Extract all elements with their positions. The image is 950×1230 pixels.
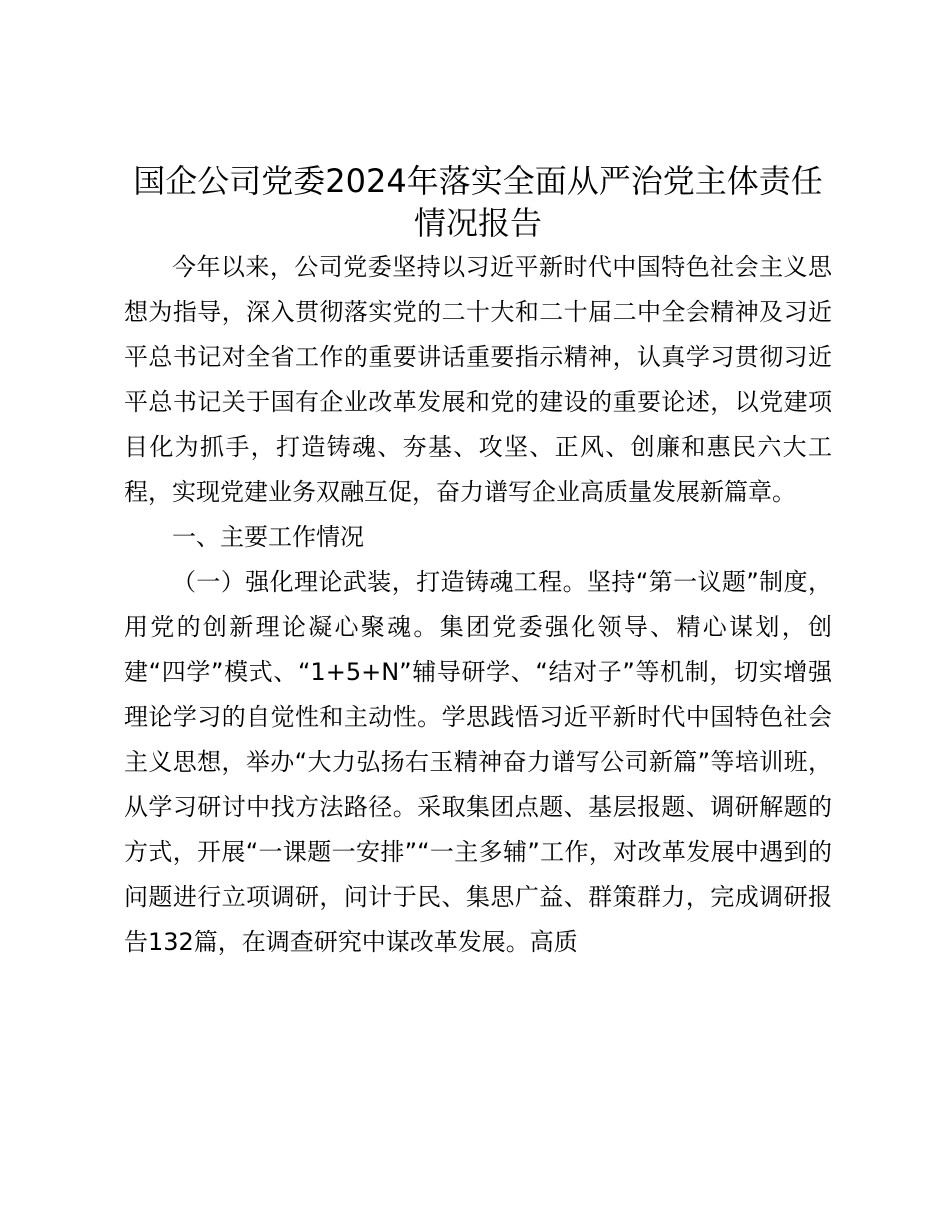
document-page xyxy=(124,160,832,965)
section-paragraph: （一）强化理论武装，打造铸魂工程。坚持“第一议题”制度，用党的创新理论凝心聚魂。集团党委强化领导、精心谋划，创建“四学”模式、“1+5+N”辅导研学、“结对子”等机制，切实增强理论学习的自觉性和主动性。学思践悟习近平新时代中国特色社会主义思想，举办“大力弘扬右玉精神奋力谱写公司新篇”等培训班，从学习研讨中找方法路径。采取集团点题、基层报题、调研解题的方式，开展“一课题一安排”“一主多辅”工作，对改革发展中遇到的问题进行立项调研，问计于民、集思广益、群策群力，完成调研报告132篇，在调查研究中谋改革发展。高质 xyxy=(124,568,832,956)
intro-paragraph: 今年以来，公司党委坚持以习近平新时代中国特色社会主义思想为指导，深入贯彻落实党的二十大和二十届二中全会精神及习近平总书记对全省工作的重要讲话重要指示精神，认真学习贯彻习近平总书记关于国有企业改革发展和党的建设的重要论述，以党建项目化为抓手，打造铸魂、夯基、攻坚、正风、创廉和惠民六大工程，实现党建业务双融互促，奋力谱写企业高质量发展新篇章。 xyxy=(124,253,832,506)
document-body xyxy=(124,245,832,965)
document-title: 国企公司党委2024年落实全面从严治党主体责任情况报告 xyxy=(133,162,823,242)
section-heading: 一、主要工作情况 xyxy=(172,523,364,551)
